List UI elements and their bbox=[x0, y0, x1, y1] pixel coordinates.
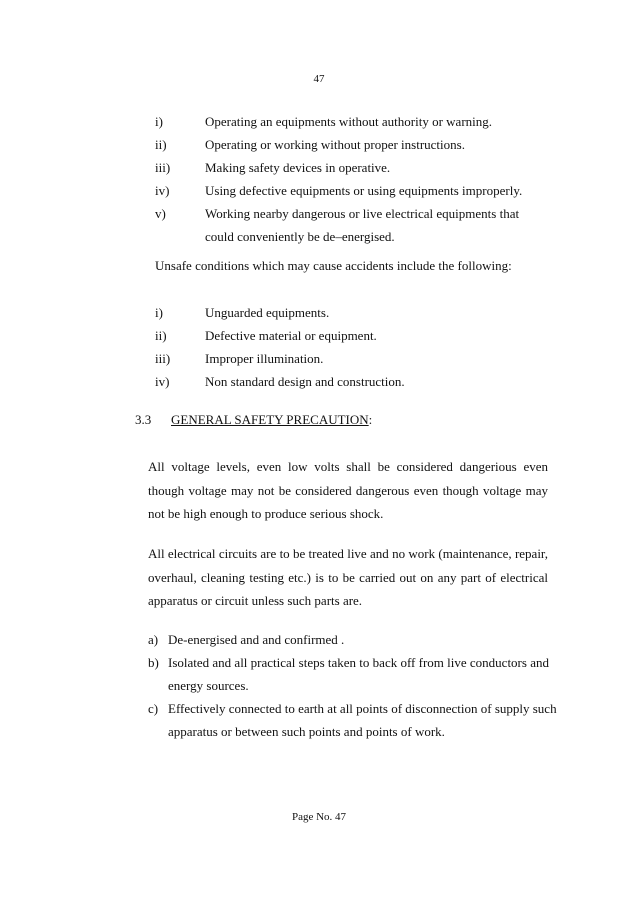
unsafe-conditions-list bbox=[155, 301, 575, 393]
section-heading bbox=[135, 412, 372, 428]
list-item-number: iii) bbox=[155, 351, 171, 366]
list-item bbox=[155, 110, 575, 133]
list-item bbox=[155, 347, 575, 370]
list-item bbox=[155, 370, 575, 393]
list-item-text: Operating or working without proper instructions. bbox=[205, 137, 465, 152]
list-item-text: Effectively connected to earth at all points of disconnection of supply such apparatus or between such points and points of work. bbox=[168, 701, 557, 739]
list-item bbox=[155, 202, 575, 248]
list-item-number: ii) bbox=[155, 328, 167, 343]
list-item-letter: c) bbox=[148, 701, 159, 716]
list-item-text: Unguarded equipments. bbox=[205, 305, 330, 320]
list-item bbox=[148, 628, 558, 651]
list-item-letter: a) bbox=[148, 632, 159, 647]
list-item-text: Improper illumination. bbox=[205, 351, 324, 366]
list-item-text: Working nearby dangerous or live electrical equipments that could conveniently be de–energised. bbox=[205, 206, 520, 244]
list-item-number: iii) bbox=[155, 160, 171, 175]
list-item-text: Defective material or equipment. bbox=[205, 328, 377, 343]
list-item-text: De-energised and and confirmed . bbox=[168, 632, 345, 647]
list-item bbox=[155, 156, 575, 179]
section-title-suffix: : bbox=[368, 412, 373, 427]
list-item bbox=[148, 651, 558, 697]
list-item-letter: b) bbox=[148, 655, 159, 670]
list-item bbox=[155, 133, 575, 156]
page-footer: Page No. 47 bbox=[291, 811, 347, 823]
paragraph: All electrical circuits are to be treated live and no work (maintenance, repair, overhaul, cleaning testing etc.) is to be carried out on any part of electrical apparatus or circuit unless such parts are. bbox=[148, 546, 548, 608]
unsafe-acts-list bbox=[155, 110, 575, 248]
paragraph: All voltage levels, even low volts shall be considered dangerious even though voltage may not be considered dangerous even though voltage may not be high enough to produce serious shock. bbox=[148, 459, 548, 521]
page-number-top: 47 bbox=[313, 73, 325, 85]
list-item-number: i) bbox=[155, 114, 163, 129]
list-item-number: iv) bbox=[155, 374, 170, 389]
list-item-text: Using defective equipments or using equipments improperly. bbox=[205, 183, 523, 198]
list-item bbox=[155, 301, 575, 324]
list-item-text: Isolated and all practical steps taken to back off from live conductors and energy sources. bbox=[168, 655, 549, 693]
list-item-number: i) bbox=[155, 305, 163, 320]
list-item-number: v) bbox=[155, 206, 166, 221]
list-item-number: ii) bbox=[155, 137, 167, 152]
list-item bbox=[155, 179, 575, 202]
list-item-text: Making safety devices in operative. bbox=[205, 160, 391, 175]
list-item-text: Operating an equipments without authority or warning. bbox=[205, 114, 493, 129]
list-item-text: Non standard design and construction. bbox=[205, 374, 405, 389]
list-item bbox=[148, 697, 558, 743]
list-item bbox=[155, 324, 575, 347]
conditions-intro: Unsafe conditions which may cause accidents include the following: bbox=[155, 258, 512, 273]
section-title: GENERAL SAFETY PRECAUTION bbox=[171, 412, 369, 427]
section-number: 3.3 bbox=[135, 412, 152, 427]
isolation-conditions-list bbox=[148, 628, 558, 743]
list-item-number: iv) bbox=[155, 183, 170, 198]
